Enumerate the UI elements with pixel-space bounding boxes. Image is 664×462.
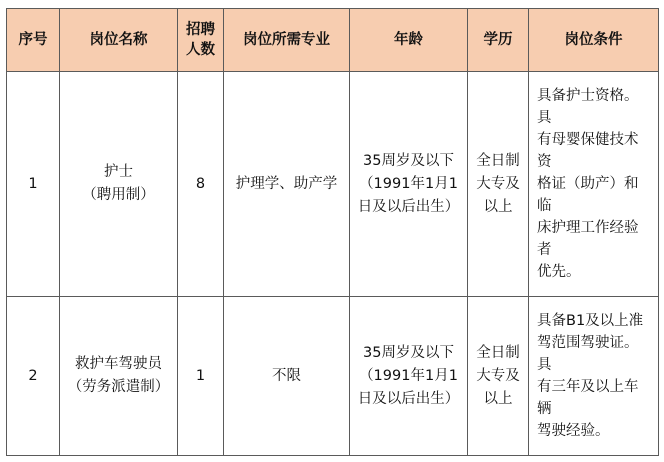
recruitment-table	[6, 8, 659, 456]
age-line-1: 35周岁及以下	[363, 152, 454, 169]
requirements-line-1: 具备护士资格。具	[537, 88, 639, 126]
education-line-1: 全日制	[476, 152, 520, 169]
education-line-1: 全日制	[476, 344, 520, 361]
cell-requirements	[529, 297, 659, 456]
cell-major: 不限	[224, 297, 350, 456]
cell-education	[468, 297, 529, 456]
requirements-line-4: 床护理工作经验者	[537, 220, 639, 258]
requirements-line-4: 驾驶经验。	[537, 423, 610, 439]
cell-requirements	[529, 72, 659, 297]
post-name-line-1: 救护车驾驶员	[75, 356, 162, 372]
cell-age	[350, 72, 468, 297]
header-row	[7, 9, 659, 72]
post-name-line-1: 护士	[104, 164, 133, 180]
table-body	[7, 72, 659, 456]
age-line-2: （1991年1月1	[359, 175, 458, 192]
cell-major: 护理学、助产学	[224, 72, 350, 297]
cell-age	[350, 297, 468, 456]
education-line-2: 大专及	[476, 367, 520, 384]
header-seq: 序号	[7, 9, 60, 72]
cell-post-name	[60, 72, 178, 297]
header-post-name: 岗位名称	[60, 9, 178, 72]
post-name-line-2: （聘用制）	[82, 187, 155, 203]
age-line-1: 35周岁及以下	[363, 344, 454, 361]
requirements-line-1: 具备B1及以上准	[537, 313, 644, 329]
requirements-line-5: 优先。	[537, 264, 581, 280]
requirements-line-3: 格证（助产）和临	[537, 176, 639, 214]
cell-education	[468, 72, 529, 297]
header-hires-line-1: 招聘	[186, 22, 215, 38]
table-row	[7, 72, 659, 297]
header-hires	[178, 9, 224, 72]
age-line-3: 日及以后出生）	[357, 198, 460, 215]
header-age: 年龄	[350, 9, 468, 72]
cell-post-name	[60, 297, 178, 456]
age-line-2: （1991年1月1	[359, 367, 458, 384]
education-line-3: 以上	[483, 390, 513, 407]
cell-seq: 1	[7, 72, 60, 297]
requirements-line-2: 有母婴保健技术资	[537, 132, 639, 170]
cell-hires: 8	[178, 72, 224, 297]
table-header	[7, 9, 659, 72]
cell-hires: 1	[178, 297, 224, 456]
age-line-3: 日及以后出生）	[357, 390, 460, 407]
header-hires-line-2: 人数	[186, 42, 215, 58]
table-row	[7, 297, 659, 456]
education-line-2: 大专及	[476, 175, 520, 192]
header-education: 学历	[468, 9, 529, 72]
post-name-line-2: （劳务派遣制）	[67, 379, 170, 395]
header-requirements: 岗位条件	[529, 9, 659, 72]
requirements-line-2: 驾范围驾驶证。具	[537, 335, 639, 373]
requirements-line-3: 有三年及以上车辆	[537, 379, 639, 417]
cell-seq: 2	[7, 297, 60, 456]
education-line-3: 以上	[483, 198, 513, 215]
header-major: 岗位所需专业	[224, 9, 350, 72]
